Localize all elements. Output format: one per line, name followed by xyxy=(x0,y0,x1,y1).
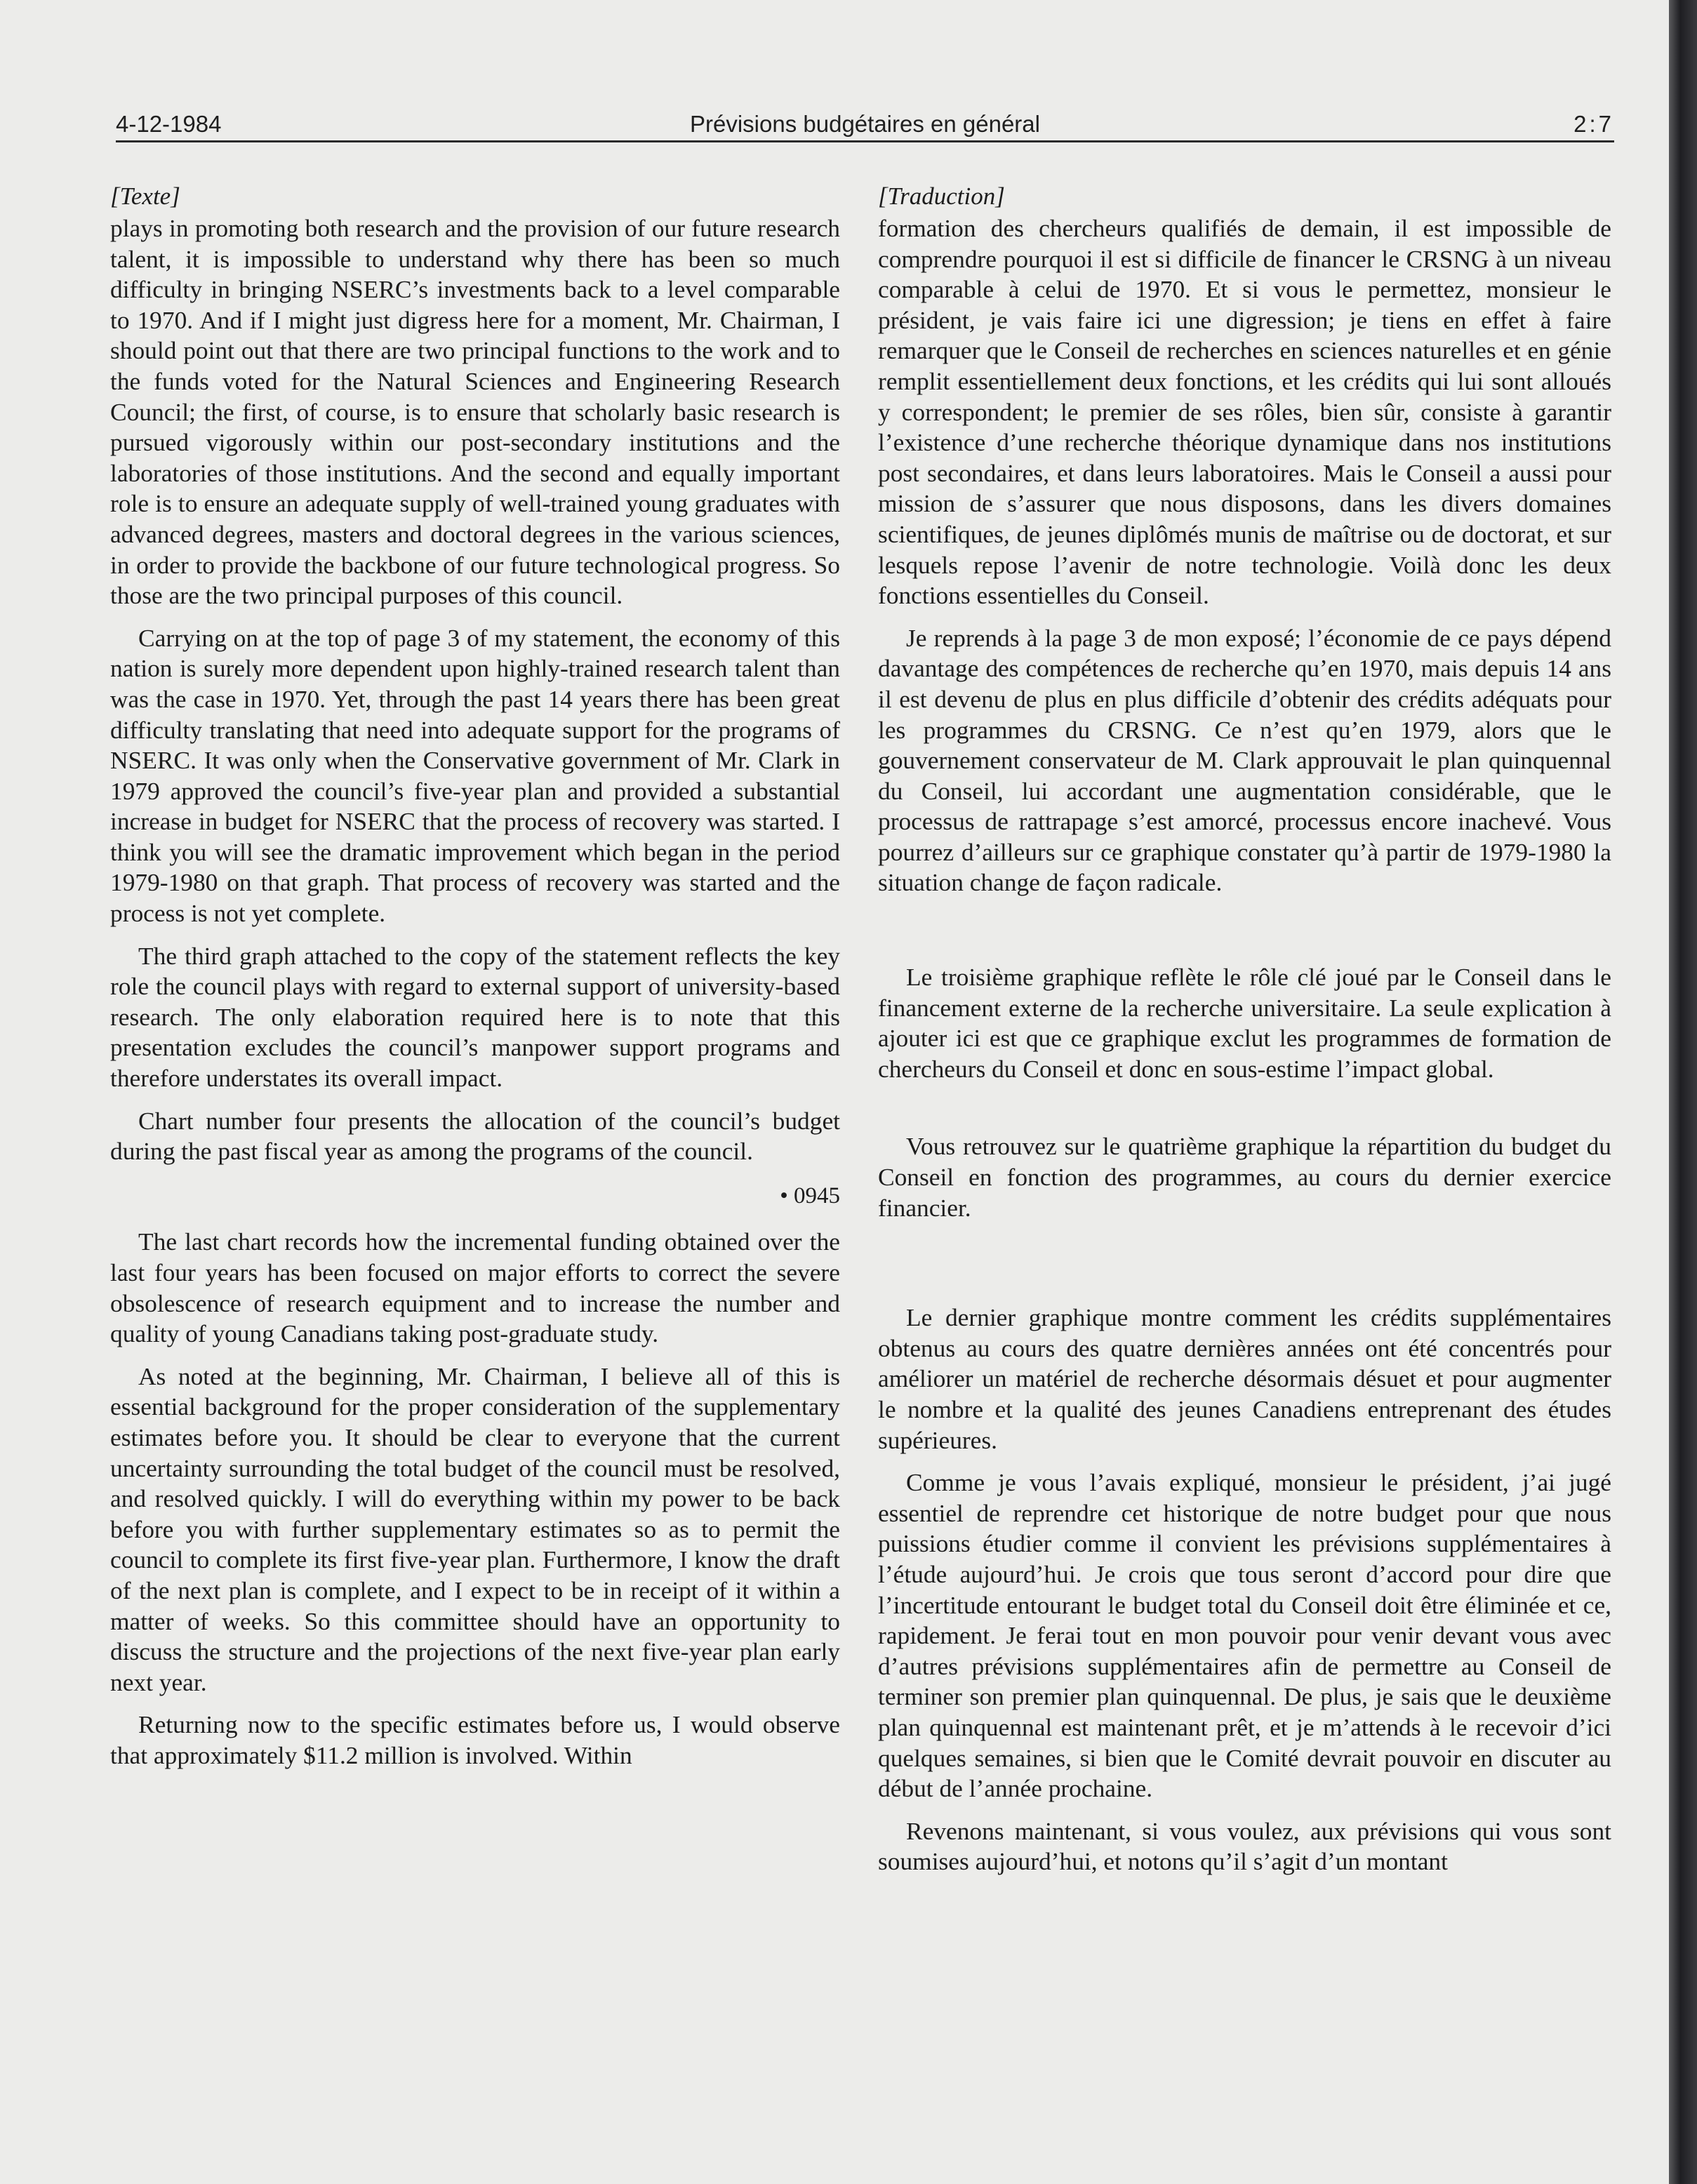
paragraph: Returning now to the specific estimates before us, I would observe that approximately $11.2 million is involved. Within xyxy=(110,1710,840,1769)
paragraph: Chart number four presents the allocation of the council’s budget during the past fiscal year as among the programs of the council. xyxy=(110,1106,840,1166)
paragraph: The third graph attached to the copy of the statement reflects the key role the council plays with regard to external support of university-based research. The only elaboration required here is to note that this presentation excludes the council’s manpower support programs and therefore understates its overall impact. xyxy=(110,941,840,1093)
paragraph: As noted at the beginning, Mr. Chairman, I believe all of this is essential background for the proper consideration of the supplementary estimates before you. It should be clear to everyone that the current uncertainty surrounding the total budget of the council must be resolved, and resolved quickly. I will do everything within my power to be back before you with further supplementary estimates so as to permit the council to complete its first five-year plan. Furthermore, I know the draft of the next plan is complete, and I expect to be in receipt of it within a matter of weeks. So this committee should have an opportunity to discuss the structure and the projections of the next five-year plan early next year. xyxy=(110,1361,840,1696)
page-header xyxy=(116,107,1614,142)
spacer xyxy=(878,910,1611,962)
paragraph: formation des chercheurs qualifiés de demain, il est impossible de comprendre pourquoi il est si difficile de financer le CRSNG à un niveau comparable à celui de 1970. Et si vous le permettez, monsieur le président, je vais faire ici une digression; je tiens en effet à faire remarquer que le Conseil de recherches en sciences naturelles et en génie remplit essentiellement deux fonctions, et les crédits qui lui sont alloués y correspondent; le premier de ses rôles, bien sûr, consiste à garantir l’existence d’une recherche théorique dynamique dans nos institutions post secondaires, et dans leurs laboratoires. Mais le Conseil a aussi pour mission de s’assurer que nous disposons, dans les divers domaines scientifiques, de jeunes diplômés munis de maîtrise ou de doctorat, et sur lesquels repose l’avenir de notre technologie. Voilà donc les deux fonctions essentielles du Conseil. xyxy=(878,214,1611,610)
header-title: Prévisions budgétaires en général xyxy=(690,111,1040,137)
spacer xyxy=(878,1235,1611,1303)
paragraph: Je reprends à la page 3 de mon exposé; l’économie de ce pays dépend davantage des compétences de recherche qu’en 1970, mais depuis 14 ans il est devenu de plus en plus difficile d’obtenir des crédits adéquats pour les programmes du CRSNG. Ce n’est qu’en 1979, alors que le gouvernement conservateur de M. Clark approuvait le plan quinquennal du Conseil, lui accordant une augmentation considérable, que le processus de rattrapage s’est amorcé, processus encore inachevé. Vous pourrez d’ailleurs sur ce graphique constater qu’à partir de 1979-1980 la situation change de façon radicale. xyxy=(878,623,1611,897)
time-marker: • 0945 xyxy=(780,1183,840,1208)
paragraph: Carrying on at the top of page 3 of my statement, the economy of this nation is surely more dependent upon highly-trained research talent than was the case in 1970. Yet, through the past 14 years there has been great difficulty translating that need into adequate support for the programs of NSERC. It was only when the Conservative government of Mr. Clark in 1979 approved the council’s five-year plan and provided a substantial increase in budget for NSERC that the process of recovery was started. I think you will see the dramatic improvement which began in the period 1979-1980 on that graph. That process of recovery was started and the process is not yet complete. xyxy=(110,623,840,928)
paragraph: Le troisième graphique reflète le rôle clé joué par le Conseil dans le financement externe de la recherche universitaire. La seule explication à ajouter ici est que ce graphique exclut les programmes de formation de chercheurs du Conseil et donc en sous-estime l’impact global. xyxy=(878,963,1611,1083)
paragraph: Revenons maintenant, si vous voulez, aux prévisions qui vous sont soumises aujourd’hui, et notons qu’il s’agit d’un montant xyxy=(878,1816,1611,1876)
paragraph: plays in promoting both research and the provision of our future research talent, it is impossible to understand why there has been so much difficulty in bringing NSERC’s investments back to a level comparable to 1970. And if I might just digress here for a moment, Mr. Chairman, I should point out that there are two principal functions to the work and to the funds voted for the Natural Sciences and Engineering Research Council; the first, of course, is to ensure that scholarly basic research is pursued vigorously within our post-secondary institutions and the laboratories of those institutions. And the second and equally important role is to ensure an adequate supply of well-trained young graduates with advanced degrees, masters and doctoral degrees in the various sciences, in order to provide the backbone of our future technological progress. So those are the two principal purposes of this council. xyxy=(110,214,840,610)
paragraph: The last chart records how the incremental funding obtained over the last four years has been focused on major efforts to correct the severe obsolescence of research equipment and to increase the number and quality of young Canadians taking post-graduate study. xyxy=(110,1227,840,1348)
english-column xyxy=(110,181,840,1783)
paragraph: Vous retrouvez sur le quatrième graphique la répartition du budget du Conseil en fonction des programmes, au cours du dernier exercice financier. xyxy=(878,1132,1611,1222)
header-date: 4-12-1984 xyxy=(116,111,222,137)
paragraph: Comme je vous l’avais expliqué, monsieur le président, j’ai jugé essentiel de reprendre cet historique de notre budget pour que nous puissions étudier comme il convient les prévisions supplémentaires à l’étude aujourd’hui. Je crois que tous seront d’accord pour dire que l’incertitude entourant le budget total du Conseil doit être éliminée et ce, rapidement. Je ferai tout en mon pouvoir pour venir devant vous avec d’autres prévisions supplémentaires afin de permettre au Conseil de terminer son premier plan quinquennal. De plus, je sais que le deuxième plan quinquennal est maintenant prêt, et je m’attends à le recevoir d’ici quelques semaines, si bien que le Comité devrait pouvoir en discuter au début de l’année prochaine. xyxy=(878,1468,1611,1803)
french-column xyxy=(878,181,1611,1889)
column-label-texte: [Texte] xyxy=(110,182,180,210)
header-page-number: 2:7 xyxy=(1573,111,1614,137)
spacer xyxy=(878,1096,1611,1131)
book-binding-edge xyxy=(1669,0,1697,2184)
paragraph: Le dernier graphique montre comment les crédits supplémentaires obtenus au cours des quatre dernières années ont été concentrés pour améliorer un matériel de recherche désormais désuet et pour augmenter le nombre et la qualité des jeunes Canadiens entreprenant des études supérieures. xyxy=(878,1303,1611,1454)
column-label-traduction: [Traduction] xyxy=(878,182,1005,210)
